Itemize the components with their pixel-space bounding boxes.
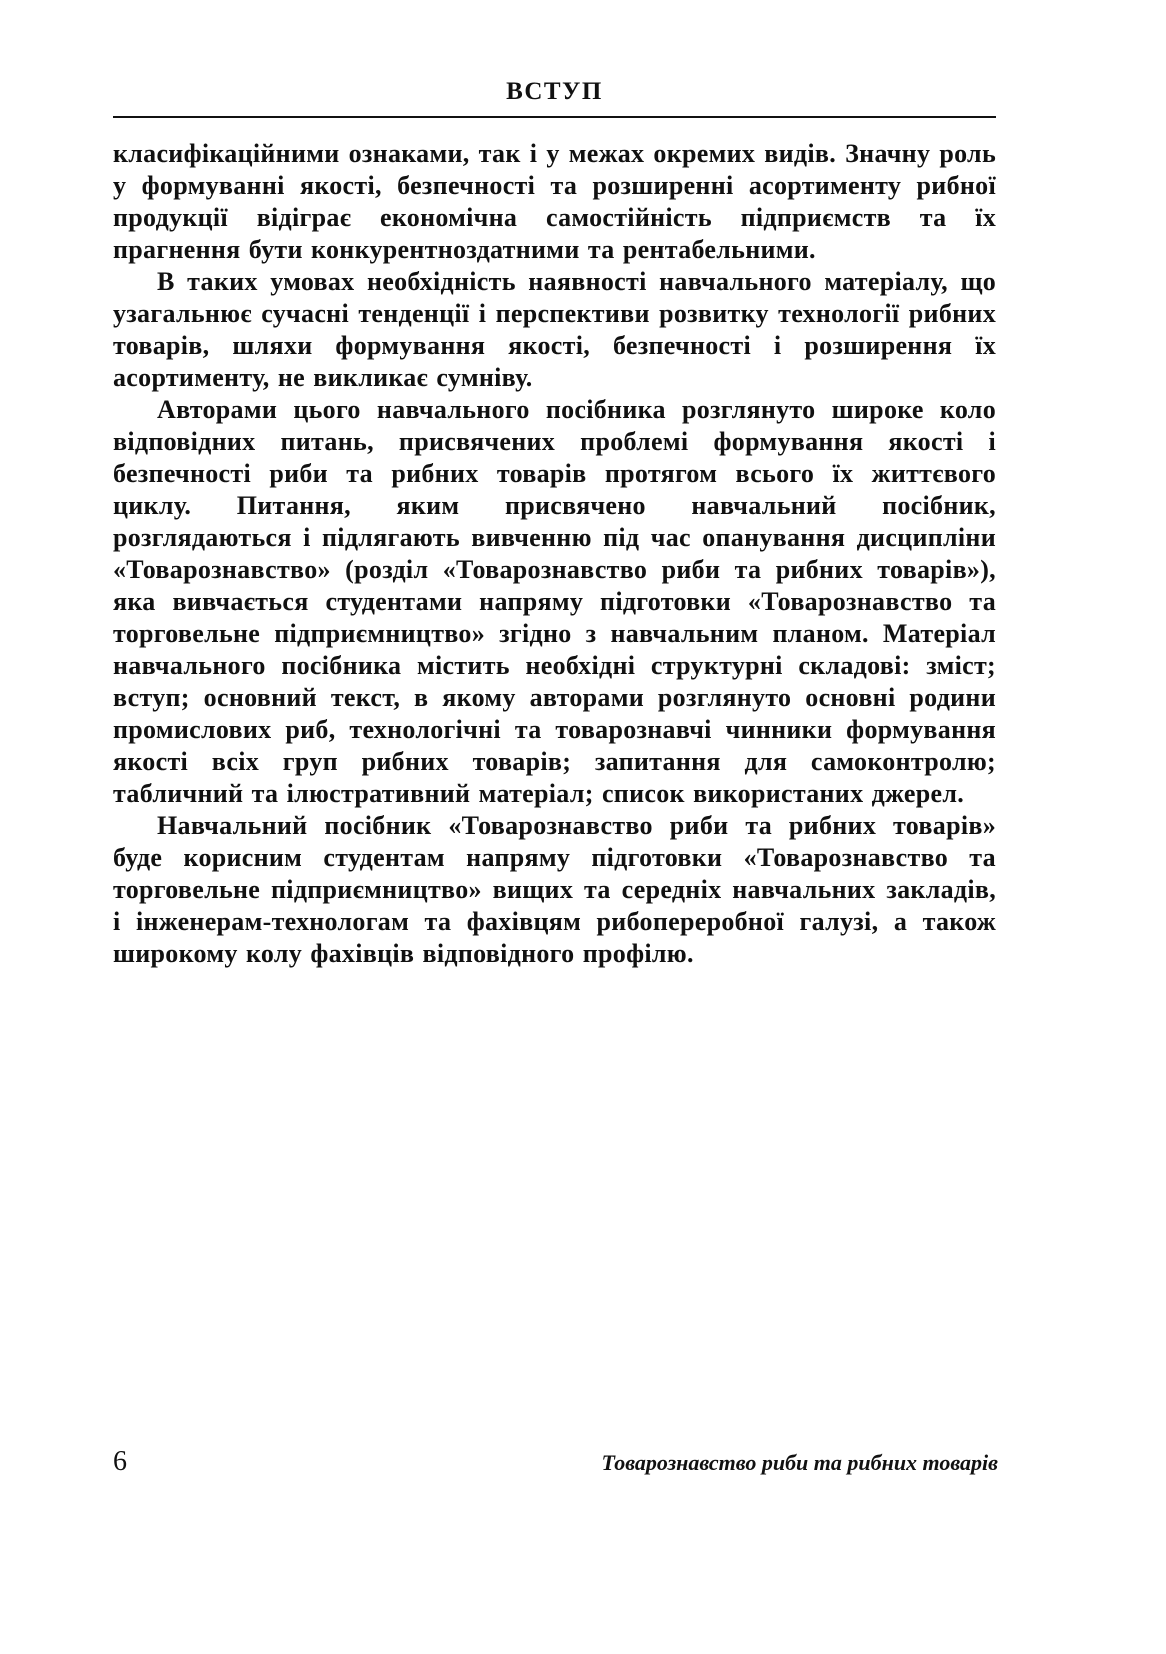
footer-book-title: Товарознавство риби та рибних товарів <box>601 1450 998 1475</box>
paragraph: Навчальний посібник «Товарознавство риби та рибних товарів» буде корисним студентам напряму підготовки «Товарознавство та торговельне підприємництво» вищих та середніх навчальних закладів, і інженерам-технологам та фахівцям рибопереробної галузі, а також широкому колу фахівців відповідного профілю. <box>113 811 996 968</box>
paragraph: Авторами цього навчального посібника розглянуто широке коло відповідних питань, присвячених проблемі формування якості і безпечності риби та рибних товарів протягом всього їх життєвого циклу. Питання, яким присвячено навчальний посібник, розглядаються і підлягають вивченню під час опанування дисципліни «Товарознавство» (розділ «Товарознавство риби та рибних товарів»), яка вивчається студентами напряму підготовки «Товарознавство та торговельне підприємництво» згідно з навчальним планом. Матеріал навчального посібника містить необхідні структурні складові: зміст; вступ; основний текст, в якому авторами розглянуто основні родини промислових риб, технологічні та товарознавчі чинники формування якості всіх груп рибних товарів; запитання для самоконтролю; табличний та ілюстративний матеріал; список використаних джерел. <box>113 395 996 808</box>
page-footer <box>113 1446 998 1478</box>
body-text <box>113 138 996 970</box>
paragraph: В таких умовах необхідність наявності навчального матеріалу, що узагальнює сучасні тенденції і перспективи розвитку технології рибних товарів, шляхи формування якості, безпечності і розширення їх асортименту, не викликає сумніву. <box>113 267 996 392</box>
page-number: 6 <box>113 1446 127 1477</box>
header-divider <box>113 116 996 118</box>
chapter-heading: ВСТУП <box>506 78 603 105</box>
paragraph: класифікаційними ознаками, так і у межах окремих видів. Значну роль у формуванні якості, безпечності та розширенні асортименту рибної продукції відіграє економічна самостійність підприємств та їх прагнення бути конкурентноздатними та рентабельними. <box>113 139 996 264</box>
